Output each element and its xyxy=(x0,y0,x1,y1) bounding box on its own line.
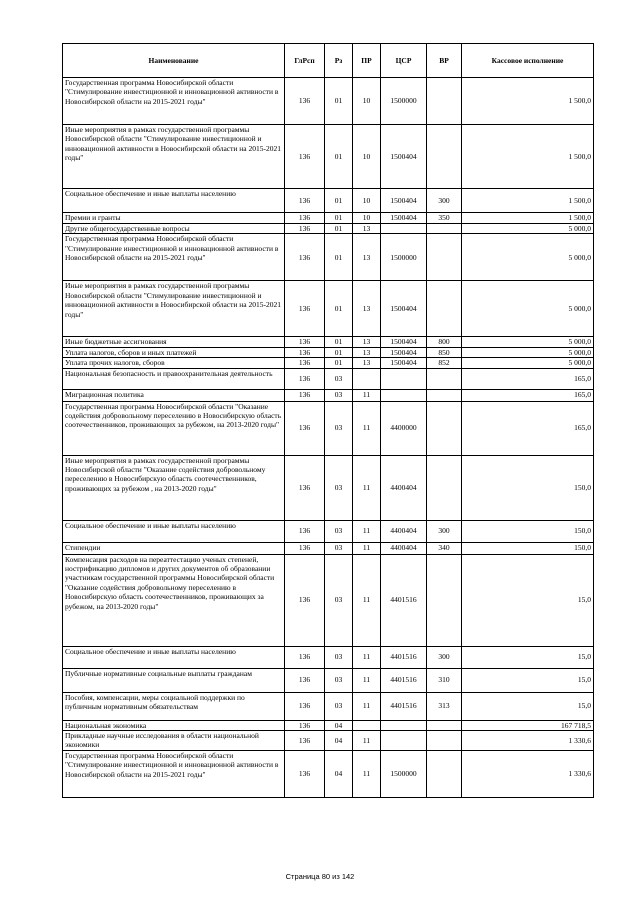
cell-glrsp: 136 xyxy=(285,542,325,554)
table-row xyxy=(63,750,594,797)
cell-csr: 4400404 xyxy=(381,455,427,520)
cell-pr: 11 xyxy=(353,668,381,692)
cell-glrsp: 136 xyxy=(285,520,325,542)
cell-pr xyxy=(353,368,381,389)
cell-rz: 03 xyxy=(325,520,353,542)
table-row xyxy=(63,347,594,357)
cell-glrsp: 136 xyxy=(285,646,325,668)
cell-csr: 1500000 xyxy=(381,234,427,281)
table-row xyxy=(63,720,594,730)
cell-name: Иные бюджетные ассигнования xyxy=(63,337,285,347)
cell-sum: 150,0 xyxy=(462,455,594,520)
cell-csr: 1500404 xyxy=(381,358,427,368)
cell-csr: 4400404 xyxy=(381,520,427,542)
cell-pr: 10 xyxy=(353,213,381,224)
table-row xyxy=(63,281,594,337)
cell-sum: 1 500,0 xyxy=(462,213,594,224)
cell-name: Государственная программа Новосибирской области "Стимулирование инвестиционной и инновационной активности в Новосибирской области на 2015-2021 годы" xyxy=(63,750,285,797)
cell-name: Национальная экономика xyxy=(63,720,285,730)
cell-pr: 11 xyxy=(353,646,381,668)
cell-sum: 165,0 xyxy=(462,401,594,455)
cell-vr xyxy=(427,401,462,455)
cell-rz: 03 xyxy=(325,554,353,646)
table-row xyxy=(63,692,594,720)
cell-name: Государственная программа Новосибирской области "Стимулирование инвестиционной и инновационной активности в Новосибирской области на 2015-2021 годы" xyxy=(63,234,285,281)
cell-sum: 1 500,0 xyxy=(462,189,594,213)
cell-pr: 11 xyxy=(353,750,381,797)
cell-glrsp: 136 xyxy=(285,358,325,368)
cell-vr: 350 xyxy=(427,213,462,224)
cell-rz: 03 xyxy=(325,692,353,720)
cell-glrsp: 136 xyxy=(285,401,325,455)
table-row xyxy=(63,389,594,401)
cell-pr: 10 xyxy=(353,125,381,189)
cell-csr xyxy=(381,731,427,751)
cell-pr: 11 xyxy=(353,731,381,751)
cell-vr xyxy=(427,281,462,337)
cell-rz: 03 xyxy=(325,455,353,520)
cell-pr: 10 xyxy=(353,78,381,125)
cell-vr: 300 xyxy=(427,646,462,668)
cell-rz: 01 xyxy=(325,347,353,357)
cell-pr: 13 xyxy=(353,234,381,281)
cell-name: Социальное обеспечение и иные выплаты населению xyxy=(63,189,285,213)
cell-csr: 1500000 xyxy=(381,78,427,125)
header-pr: ПР xyxy=(353,44,381,78)
table-row xyxy=(63,224,594,234)
cell-glrsp: 136 xyxy=(285,720,325,730)
cell-glrsp: 136 xyxy=(285,554,325,646)
budget-table xyxy=(62,43,594,798)
cell-name: Другие общегосударственные вопросы xyxy=(63,224,285,234)
table-row xyxy=(63,358,594,368)
cell-pr: 13 xyxy=(353,281,381,337)
table-row xyxy=(63,542,594,554)
cell-rz: 01 xyxy=(325,78,353,125)
cell-rz: 03 xyxy=(325,389,353,401)
cell-sum: 5 000,0 xyxy=(462,337,594,347)
cell-sum: 1 500,0 xyxy=(462,125,594,189)
cell-name: Иные мероприятия в рамках государственной программы Новосибирской области "Стимулирование инвестиционной и инновационной активности в Новосибирской области на 2015-2021 годы" xyxy=(63,125,285,189)
cell-sum: 5 000,0 xyxy=(462,224,594,234)
cell-glrsp: 136 xyxy=(285,234,325,281)
cell-sum: 5 000,0 xyxy=(462,358,594,368)
header-rz: Рз xyxy=(325,44,353,78)
cell-rz: 01 xyxy=(325,189,353,213)
cell-csr: 4401516 xyxy=(381,646,427,668)
cell-csr: 1500404 xyxy=(381,213,427,224)
table-header-row xyxy=(63,44,594,78)
cell-sum: 150,0 xyxy=(462,542,594,554)
cell-pr: 13 xyxy=(353,337,381,347)
header-name: Наименование xyxy=(63,44,285,78)
cell-sum: 167 718,5 xyxy=(462,720,594,730)
cell-rz: 04 xyxy=(325,750,353,797)
cell-sum: 5 000,0 xyxy=(462,281,594,337)
cell-glrsp: 136 xyxy=(285,125,325,189)
cell-rz: 01 xyxy=(325,234,353,281)
cell-vr xyxy=(427,78,462,125)
cell-name: Социальное обеспечение и иные выплаты населению xyxy=(63,520,285,542)
cell-glrsp: 136 xyxy=(285,337,325,347)
cell-vr: 340 xyxy=(427,542,462,554)
cell-vr xyxy=(427,224,462,234)
table-row xyxy=(63,520,594,542)
table-row xyxy=(63,189,594,213)
cell-pr: 10 xyxy=(353,189,381,213)
cell-name: Иные мероприятия в рамках государственной программы Новосибирской области "Стимулирование инвестиционной и инновационной активности в Новосибирской области на 2015-2021 годы" xyxy=(63,281,285,337)
cell-glrsp: 136 xyxy=(285,731,325,751)
cell-vr: 300 xyxy=(427,189,462,213)
table-row xyxy=(63,455,594,520)
cell-sum: 15,0 xyxy=(462,668,594,692)
cell-vr xyxy=(427,389,462,401)
cell-name: Государственная программа Новосибирской области "Стимулирование инвестиционной и инновационной активности в Новосибирской области на 2015-2021 годы" xyxy=(63,78,285,125)
cell-rz: 03 xyxy=(325,368,353,389)
cell-sum: 5 000,0 xyxy=(462,234,594,281)
cell-rz: 04 xyxy=(325,720,353,730)
cell-sum: 165,0 xyxy=(462,368,594,389)
cell-rz: 01 xyxy=(325,358,353,368)
cell-pr: 11 xyxy=(353,401,381,455)
cell-name: Миграционная политика xyxy=(63,389,285,401)
cell-name: Уплата прочих налогов, сборов xyxy=(63,358,285,368)
cell-name: Государственная программа Новосибирской области "Оказание содействия добровольному переселению в Новосибирскую область соотечественников, проживающих за рубежом, на 2013-2020 годы" xyxy=(63,401,285,455)
cell-sum: 1 500,0 xyxy=(462,78,594,125)
table-row xyxy=(63,125,594,189)
cell-rz: 03 xyxy=(325,542,353,554)
cell-glrsp: 136 xyxy=(285,368,325,389)
cell-sum: 1 330,6 xyxy=(462,750,594,797)
cell-rz: 03 xyxy=(325,646,353,668)
cell-sum: 150,0 xyxy=(462,520,594,542)
cell-sum: 165,0 xyxy=(462,389,594,401)
cell-rz: 03 xyxy=(325,401,353,455)
cell-rz: 01 xyxy=(325,337,353,347)
cell-glrsp: 136 xyxy=(285,750,325,797)
cell-name: Национальная безопасность и правоохранительная деятельность xyxy=(63,368,285,389)
cell-pr: 11 xyxy=(353,542,381,554)
table-body xyxy=(63,78,594,798)
cell-csr: 4401516 xyxy=(381,668,427,692)
cell-vr: 852 xyxy=(427,358,462,368)
cell-rz: 01 xyxy=(325,281,353,337)
cell-glrsp: 136 xyxy=(285,281,325,337)
cell-pr: 11 xyxy=(353,520,381,542)
cell-pr: 13 xyxy=(353,347,381,357)
cell-name: Социальное обеспечение и иные выплаты населению xyxy=(63,646,285,668)
cell-csr: 1500404 xyxy=(381,125,427,189)
cell-csr: 4401516 xyxy=(381,554,427,646)
cell-glrsp: 136 xyxy=(285,189,325,213)
cell-rz: 01 xyxy=(325,125,353,189)
cell-name: Уплата налогов, сборов и иных платежей xyxy=(63,347,285,357)
cell-csr xyxy=(381,224,427,234)
cell-pr xyxy=(353,720,381,730)
table-row xyxy=(63,368,594,389)
cell-vr: 310 xyxy=(427,668,462,692)
cell-pr: 11 xyxy=(353,389,381,401)
table-row xyxy=(63,234,594,281)
cell-pr: 13 xyxy=(353,224,381,234)
header-csr: ЦСР xyxy=(381,44,427,78)
table-row xyxy=(63,554,594,646)
cell-name: Премии и гранты xyxy=(63,213,285,224)
cell-csr: 1500000 xyxy=(381,750,427,797)
cell-vr: 313 xyxy=(427,692,462,720)
cell-vr: 300 xyxy=(427,520,462,542)
cell-pr: 13 xyxy=(353,358,381,368)
cell-rz: 01 xyxy=(325,224,353,234)
cell-rz: 01 xyxy=(325,213,353,224)
cell-csr xyxy=(381,389,427,401)
table-row xyxy=(63,668,594,692)
cell-vr xyxy=(427,455,462,520)
cell-csr: 1500404 xyxy=(381,281,427,337)
cell-csr xyxy=(381,368,427,389)
cell-vr xyxy=(427,750,462,797)
cell-vr xyxy=(427,731,462,751)
cell-rz: 03 xyxy=(325,668,353,692)
table-row xyxy=(63,401,594,455)
cell-name: Стипендии xyxy=(63,542,285,554)
cell-rz: 04 xyxy=(325,731,353,751)
cell-pr: 11 xyxy=(353,455,381,520)
cell-vr xyxy=(427,125,462,189)
cell-name: Иные мероприятия в рамках государственной программы Новосибирской области "Оказание содействия добровольному переселению в Новосибирскую область соотечественников, проживающих за рубежом , на 2013-2020 годы" xyxy=(63,455,285,520)
cell-csr: 1500404 xyxy=(381,337,427,347)
cell-sum: 5 000,0 xyxy=(462,347,594,357)
cell-pr: 11 xyxy=(353,692,381,720)
cell-name: Компенсация расходов на переаттестацию ученых степеней, нострификацию дипломов и других документов об образовании участникам государственной программы Новосибирской области "Оказание содействия добровольному переселению в Новосибирскую область соотечественников, проживающих за рубежом, на 2013-2020 годы" xyxy=(63,554,285,646)
table-row xyxy=(63,213,594,224)
cell-sum: 1 330,6 xyxy=(462,731,594,751)
cell-sum: 15,0 xyxy=(462,554,594,646)
cell-vr: 800 xyxy=(427,337,462,347)
cell-csr: 4400000 xyxy=(381,401,427,455)
cell-name: Пособия, компенсации, меры социальной поддержки по публичным нормативным обязательствам xyxy=(63,692,285,720)
cell-name: Прикладные научные исследования в области национальной экономики xyxy=(63,731,285,751)
cell-csr: 1500404 xyxy=(381,189,427,213)
cell-glrsp: 136 xyxy=(285,389,325,401)
cell-glrsp: 136 xyxy=(285,347,325,357)
cell-glrsp: 136 xyxy=(285,224,325,234)
cell-glrsp: 136 xyxy=(285,692,325,720)
cell-pr: 11 xyxy=(353,554,381,646)
cell-name: Публичные нормативные социальные выплаты гражданам xyxy=(63,668,285,692)
header-sum: Кассовое исполнение xyxy=(462,44,594,78)
cell-vr xyxy=(427,234,462,281)
cell-csr xyxy=(381,720,427,730)
cell-glrsp: 136 xyxy=(285,455,325,520)
cell-sum: 15,0 xyxy=(462,692,594,720)
cell-vr xyxy=(427,720,462,730)
cell-glrsp: 136 xyxy=(285,78,325,125)
table-row xyxy=(63,646,594,668)
page-footer: Страница 80 из 142 xyxy=(285,872,355,881)
table-row xyxy=(63,337,594,347)
cell-glrsp: 136 xyxy=(285,213,325,224)
cell-csr: 4401516 xyxy=(381,692,427,720)
cell-vr xyxy=(427,368,462,389)
table-row xyxy=(63,731,594,751)
cell-glrsp: 136 xyxy=(285,668,325,692)
cell-vr: 850 xyxy=(427,347,462,357)
cell-csr: 1500404 xyxy=(381,347,427,357)
cell-sum: 15,0 xyxy=(462,646,594,668)
header-glrsp: ГлРсп xyxy=(285,44,325,78)
cell-csr: 4400404 xyxy=(381,542,427,554)
cell-vr xyxy=(427,554,462,646)
table-row xyxy=(63,78,594,125)
header-vr: ВР xyxy=(427,44,462,78)
